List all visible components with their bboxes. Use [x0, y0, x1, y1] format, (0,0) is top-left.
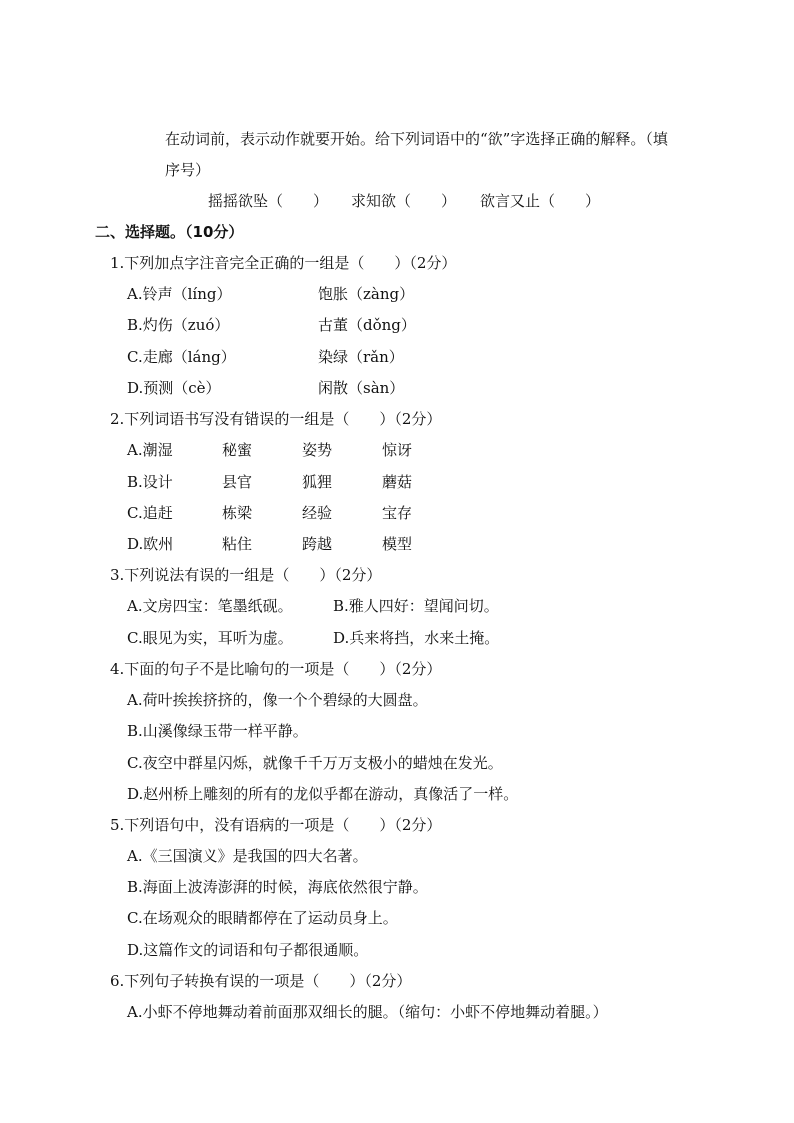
q5-option-b: B.海面上波涛澎湃的时候，海底依然很宁静。 — [127, 878, 428, 896]
q4-option-b: B.山溪像绿玉带一样平静。 — [127, 722, 308, 740]
q2-option-d: D.欧州 — [127, 535, 174, 553]
q2-option-c: C.追赶 — [127, 504, 173, 522]
q5-option-c: C.在场观众的眼睛都停在了运动员身上。 — [127, 909, 398, 927]
intro-line-2: 序号） — [165, 161, 211, 179]
intro-item-3: 欲言又止（ ） — [480, 192, 601, 210]
question-4-stem: 4.下面的句子不是比喻句的一项是（ ）（2分） — [110, 660, 442, 678]
q2-option-a-word-3: 姿势 — [302, 441, 333, 459]
q3-option-b: B.雅人四好：望闻问切。 — [333, 597, 499, 615]
question-6-stem: 6.下列句子转换有误的一项是（ ）（2分） — [110, 972, 412, 990]
q2-option-a-word-2: 秘蜜 — [222, 441, 253, 459]
question-3-stem: 3.下列说法有误的一组是（ ）（2分） — [110, 566, 382, 584]
intro-line-1: 在动词前，表示动作就要开始。给下列词语中的“欲”字选择正确的解释。（填 — [165, 130, 668, 148]
q2-option-b-word-2: 县官 — [222, 473, 253, 491]
q2-option-c-word-4: 宝存 — [382, 504, 413, 522]
q2-option-b-word-4: 蘑菇 — [382, 473, 413, 491]
q1-option-b: B.灼伤（zuó） — [127, 316, 230, 334]
q3-option-d: D.兵来将挡，水来土掩。 — [333, 629, 500, 647]
q2-option-d-word-2: 粘住 — [222, 535, 253, 553]
q1-option-c-2: 染绿（rǎn） — [318, 348, 404, 366]
q1-option-a: A.铃声（líng） — [127, 285, 232, 303]
q1-option-d: D.预测（cè） — [127, 379, 221, 397]
q3-option-a: A.文房四宝：笔墨纸砚。 — [127, 597, 293, 615]
q1-option-c: C.走廊（láng） — [127, 348, 236, 366]
question-1-stem: 1.下列加点字注音完全正确的一组是（ ）（2分） — [110, 254, 457, 272]
q2-option-c-word-2: 栋梁 — [222, 504, 253, 522]
q2-option-d-word-3: 跨越 — [302, 535, 333, 553]
q5-option-d: D.这篇作文的词语和句子都很通顺。 — [127, 941, 369, 959]
q4-option-a: A.荷叶挨挨挤挤的，像一个个碧绿的大圆盘。 — [127, 691, 428, 709]
q3-option-c: C.眼见为实，耳听为虚。 — [127, 629, 293, 647]
q2-option-c-word-3: 经验 — [302, 504, 333, 522]
q1-option-a-2: 饱胀（zàng） — [318, 285, 415, 303]
intro-item-2: 求知欲（ ） — [351, 192, 457, 210]
q2-option-b: B.设计 — [127, 473, 173, 491]
q4-option-c: C.夜空中群星闪烁，就像千千万万支极小的蜡烛在发光。 — [127, 754, 503, 772]
q2-option-a-word-4: 惊讶 — [382, 441, 413, 459]
section-title: 二、选择题。（10分） — [95, 223, 244, 241]
intro-item-1: 摇摇欲坠（ ） — [208, 192, 329, 210]
q4-option-d: D.赵州桥上雕刻的所有的龙似乎都在游动，真像活了一样。 — [127, 785, 519, 803]
q2-option-a: A.潮湿 — [127, 441, 173, 459]
question-2-stem: 2.下列词语书写没有错误的一组是（ ）（2分） — [110, 410, 442, 428]
question-5-stem: 5.下列语句中，没有语病的一项是（ ）（2分） — [110, 816, 442, 834]
q2-option-b-word-3: 狐狸 — [302, 473, 333, 491]
q6-option-a: A.小虾不停地舞动着前面那双细长的腿。（缩句：小虾不停地舞动着腿。） — [127, 1003, 608, 1021]
q5-option-a: A.《三国演义》是我国的四大名著。 — [127, 847, 368, 865]
q1-option-d-2: 闲散（sàn） — [318, 379, 405, 397]
q2-option-d-word-4: 模型 — [382, 535, 413, 553]
q1-option-b-2: 古董（dǒng） — [318, 316, 416, 334]
